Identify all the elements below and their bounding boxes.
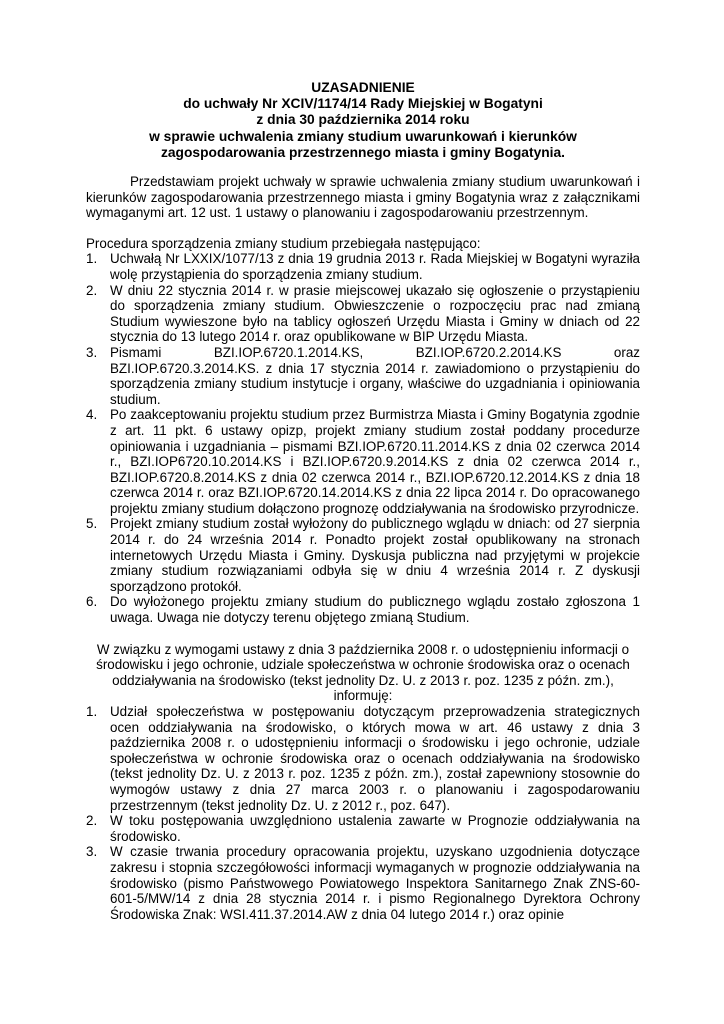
list-item-text: Uchwałą Nr LXXIX/1077/13 z dnia 19 grudnia 2013 r. Rada Miejskiej w Bogatyni wyraziła wolę przystąpienia do sporządzenia zmiany studium. <box>110 251 640 282</box>
list-item <box>86 813 640 844</box>
list-item <box>86 594 640 625</box>
list-item <box>86 407 640 516</box>
intro-paragraph: Przedstawiam projekt uchwały w sprawie uchwalenia zmiany studium uwarunkowań i kierunków zagospodarowania przestrzennego miasta i gminy Bogatynia wraz z załącznikami wymaganymi art. 12 ust. 1 ustawy o planowaniu i zagospodarowaniu przestrzennym. <box>86 174 640 221</box>
document-title <box>86 80 640 161</box>
section2-line-4: informuję: <box>333 688 393 704</box>
list-item-text: W czasie trwania procedury opracowania projektu, uzyskano uzgodnienia dotyczące zakresu i stopnia szczegółowości informacji wymaganych w prognozie oddziaływania na środowisko (pismo Państwowego Powiatowego Inspektora Sanitarnego Znak ZNS-60-601-5/MW/14 z dnia 28 stycznia 2014 r. i pismo Regionalnego Dyrektora Ochrony Środowiska Znak: WSI.411.37.2014.AW z dnia 04 lutego 2014 r.) oraz opinie <box>110 844 640 922</box>
title-line-2: do uchwały Nr XCIV/1174/14 Rady Miejskiej w Bogatyni <box>183 96 543 112</box>
list-item-number: 1. <box>86 704 98 720</box>
list-item-number: 4. <box>86 407 98 423</box>
title-line-1: UZASADNIENIE <box>311 80 415 95</box>
list-item-number: 5. <box>86 516 98 532</box>
list-item-text: Po zaakceptowaniu projektu studium przez Burmistrza Miasta i Gminy Bogatynia zgodnie z art. 11 pkt. 6 ustawy opizp, projekt zmiany studium został poddany procedurze opiniowania i uzgadniania – pismami BZI.IOP.6720.11.2014.KS z dnia 02 czerwca 2014 r., BZI.IOP6720.10.2014.KS i BZI.IOP.6720.9.2014.KS z dnia 02 czerwca 2014 r., BZI.IOP.6720.8.2014.KS z dnia 02 czerwca 2014 r., BZI.IOP.6720.12.2014.KS z dnia 18 czerwca 2014 r. oraz BZI.IOP.6720.14.2014.KS z dnia 22 lipca 2014 r. Do opracowanego projektu zmiany studium dołączono prognozę oddziaływania na środowisko przyrodnicze. <box>110 407 640 516</box>
title-line-5: zagospodarowania przestrzennego miasta i gminy Bogatynia. <box>160 144 566 160</box>
list-item-text: W dniu 22 stycznia 2014 r. w prasie miejscowej ukazało się ogłoszenie o przystąpieniu do sporządzenia zmiany studium. Obwieszczenie o rozpoczęciu prac nad zmianą Studium wywieszone było na tablicy ogłoszeń Urzędu Miasta i Gminy w dniach od 22 stycznia do 13 lutego 2014 r. oraz opublikowane w BIP Urzędu Miasta. <box>110 282 640 345</box>
list-item-text: Udział społeczeństwa w postępowaniu dotyczącym przeprowadzenia strategicznych ocen oddziaływania na środowisko, o których mowa w art. 46 ustawy z dnia 3 października 2008 r. o udostępnieniu informacji o środowisku i jego ochronie, udziale społeczeństwa w ochronie środowiska oraz o ocenach oddziaływania na środowisko (tekst jednolity Dz. U. z 2013 r. poz. 1235 z późn. zm.), został zapewniony stosownie do wymogów ustawy z dnia 27 marca 2003 r. o planowaniu i zagospodarowaniu przestrzennym (tekst jednolity Dz. U. z 2012 r., poz. 647). <box>110 704 640 813</box>
section2-line-2: środowisku i jego ochronie, udziale społeczeństwa w ochronie środowiska oraz o ocenach <box>96 657 630 673</box>
document-page <box>86 80 640 922</box>
list-item <box>86 516 640 594</box>
list-item-text: W toku postępowania uwzględniono ustalenia zawarte w Prognozie oddziaływania na środowisko. <box>110 813 640 844</box>
list-item <box>86 704 640 813</box>
environment-list <box>86 704 640 922</box>
title-line-3: z dnia 30 października 2014 roku <box>256 112 470 128</box>
list-item-text: BZI.IOP.6720.3.2014.KS. z dnia 17 stycznia 2014 r. zawiadomiono o przystąpieniu do sporządzenia zmiany studium instytucje i organy, właściwe do uzgadniania i opiniowania studium. <box>110 360 640 407</box>
list-item-number: 6. <box>86 594 98 610</box>
section2-line-1: W związku z wymogami ustawy z dnia 3 października 2008 r. o udostępnieniu informacji o <box>96 641 630 657</box>
list-item-number: 2. <box>86 813 98 829</box>
procedure-heading: Procedura sporządzenia zmiany studium przebiegała następująco: <box>86 235 481 251</box>
list-item-number: 1. <box>86 251 98 267</box>
list-item <box>86 283 640 345</box>
list-item-ref-2: BZI.IOP.6720.2.2014.KS <box>415 344 562 360</box>
list-item-lead: Pismami <box>110 344 162 360</box>
list-item-conj: oraz <box>613 344 640 360</box>
list-item-number: 3. <box>86 844 98 860</box>
list-item-number: 3. <box>86 344 98 360</box>
list-item <box>86 251 640 282</box>
list-item <box>86 345 640 407</box>
list-item-refs-line <box>110 345 640 361</box>
list-item-text: Do wyłożonego projektu zmiany studium do publicznego wglądu zostało zgłoszona 1 uwaga. Uwaga nie dotyczy terenu objętego zmianą Studium. <box>110 594 640 626</box>
list-item <box>86 844 640 922</box>
title-line-4: w sprawie uchwalenia zmiany studium uwarunkowań i kierunków <box>149 128 577 144</box>
list-item-ref-1: BZI.IOP.6720.1.2014.KS, <box>213 344 364 360</box>
section2-line-3: oddziaływania na środowisko (tekst jednolity Dz. U. z 2013 r. poz. 1235 z późn. zm.), <box>112 672 614 688</box>
list-item-number: 2. <box>86 282 98 298</box>
procedure-list <box>86 251 640 625</box>
environment-section-intro <box>86 642 640 704</box>
list-item-text: Projekt zmiany studium został wyłożony do publicznego wglądu w dniach: od 27 sierpnia 2014 r. do 24 września 2014 r. Ponadto projekt został opublikowany na stronach internetowych Urzędu Miasta i Gminy. Dyskusja publiczna nad przyjętymi w projekcie zmiany studium rozwiązaniami odbyła się w dniu 4 września 2014 r. Z dyskusji sporządzono protokół. <box>110 516 640 594</box>
